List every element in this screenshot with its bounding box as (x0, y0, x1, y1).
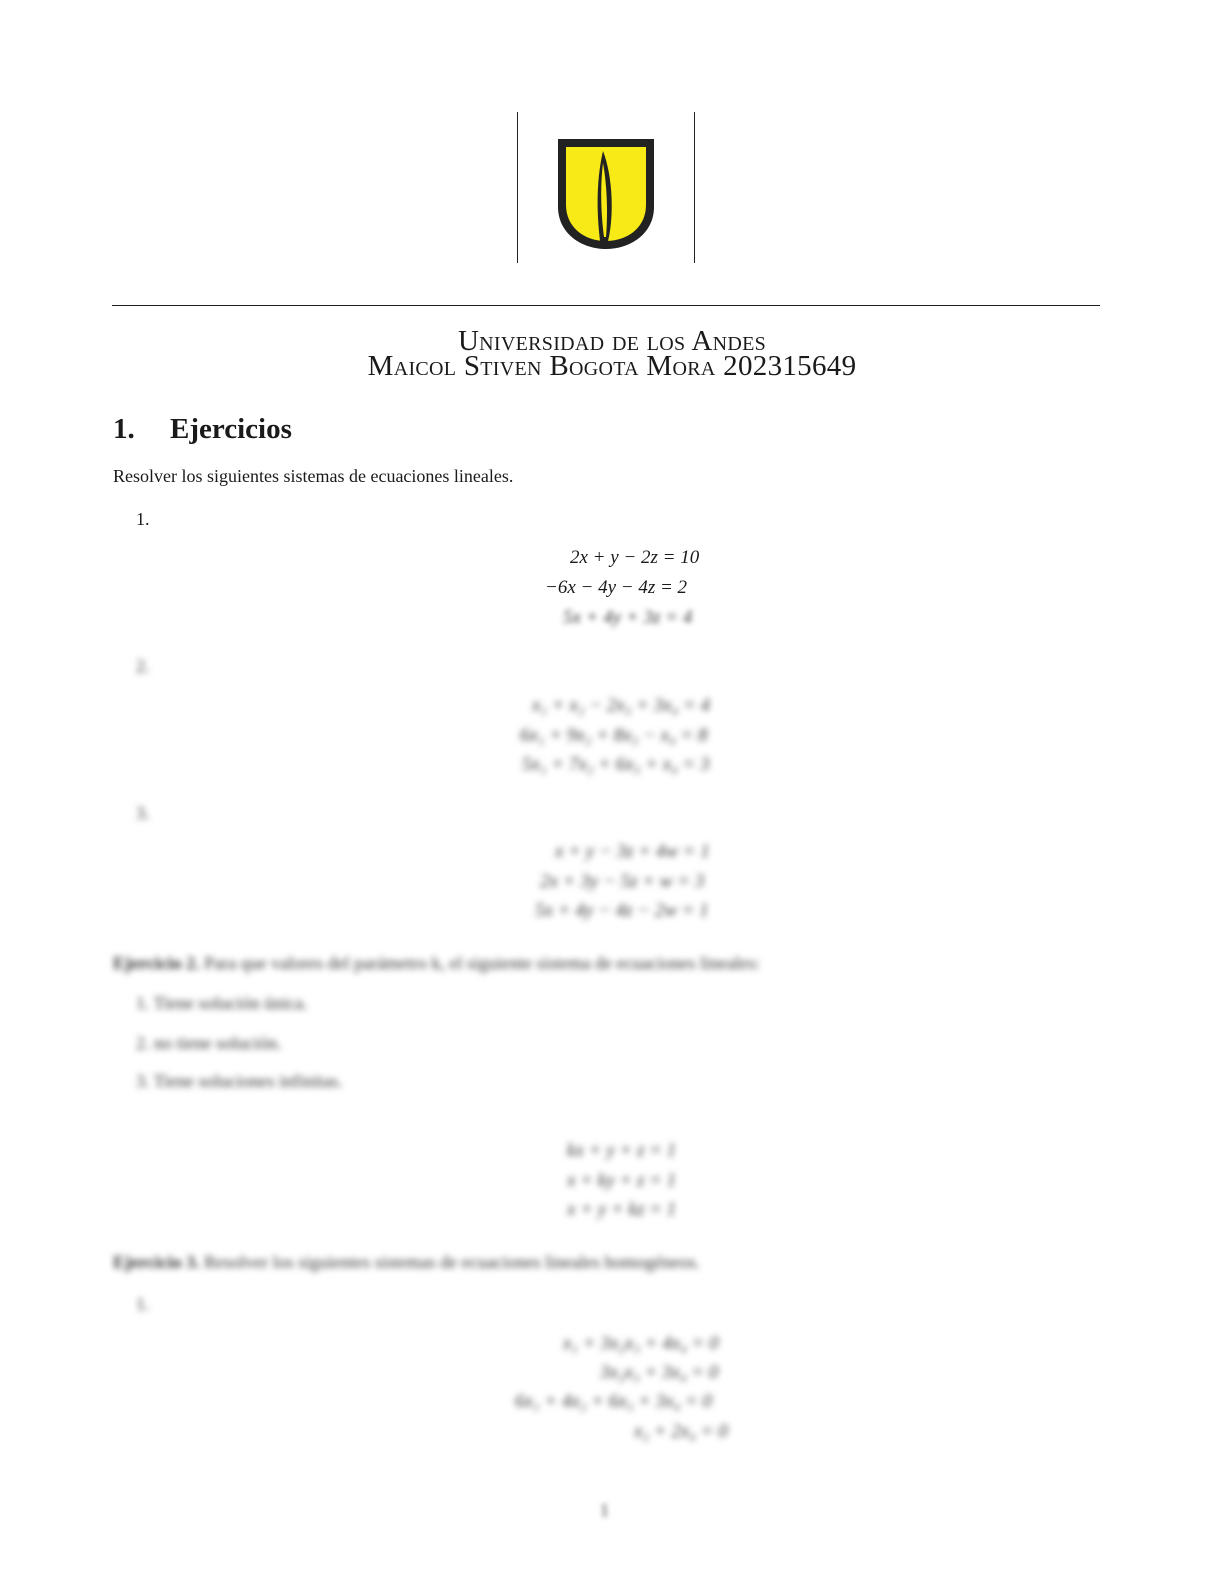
problem3-eq3: 5x + 4y − 4z − 2w = 1 (535, 900, 709, 921)
exercise2-item1: 1. Tiene solución única. (136, 993, 308, 1013)
exercise3-statement (113, 1252, 700, 1273)
section-title: Ejercicios (170, 413, 292, 445)
exercise2-eq1: kx + y + z = 1 (567, 1140, 677, 1161)
problem3-eq1: x + y − 3z + 4w = 1 (555, 841, 710, 862)
exercise3-text: Resolver los siguientes sistemas de ecuaciones lineales homogéneos. (204, 1252, 701, 1272)
exercise2-statement (113, 953, 760, 974)
problem3-eq2: 2x + 3y − 5z + w = 3 (540, 871, 705, 892)
page-number: 1 (600, 1500, 609, 1520)
header-rule (112, 305, 1100, 306)
exercise2-text: Para que valores del parámetro k, el siguiente sistema de ecuaciones lineales: (204, 953, 760, 973)
problem2-eq2: 6x₁ + 9x₂ + 8x₃ − x₄ = 8 (520, 725, 708, 746)
problem2-eq3: 5x₁ + 7x₂ + 6x₃ + x₄ = 3 (522, 754, 710, 775)
problem3-label: 3. (136, 803, 150, 823)
problem2-eq1: x₁ + x₂ − 2x₃ + 3x₄ = 4 (532, 695, 710, 716)
problem1-eq3: 5x + 4y + 3z = 4 (563, 607, 693, 628)
exercise2-item2: 2. no tiene solución. (136, 1033, 282, 1053)
problem1-label: 1. (136, 509, 150, 529)
exercise2-item3: 3. Tiene soluciones infinitas. (136, 1071, 343, 1091)
exercise3-eq4: x₂ + 2x₄ = 0 (634, 1421, 728, 1442)
author-line: Maicol Stiven Bogota Mora 202315649 (367, 350, 857, 382)
section-number: 1. (113, 413, 135, 445)
university-shield-icon (556, 137, 656, 251)
exercise3-eq1: x₁ + 3x₂x₃ + 4x₄ = 0 (563, 1333, 719, 1354)
exercise3-heading: Ejercicio 3. (113, 1252, 200, 1272)
exercise2-heading: Ejercicio 2. (113, 953, 200, 973)
exercise3-eq3: 6x₁ + 4x₂ + 6x₃ + 3x₄ = 0 (515, 1391, 712, 1412)
problem1-eq2: −6x − 4y − 4z = 2 (545, 577, 688, 598)
exercise2-eq2: x + ky + z = 1 (567, 1170, 677, 1191)
exercise2-eq3: x + y + kz = 1 (567, 1199, 677, 1220)
logo-right-divider (694, 112, 695, 263)
intro-paragraph: Resolver los siguientes sistemas de ecuaciones lineales. (113, 466, 514, 486)
exercise3-eq2: 3x₂x₃ + 3x₄ = 0 (600, 1362, 719, 1383)
university-title: Universidad de los Andes (457, 325, 767, 357)
problem1-eq1: 2x + y − 2z = 10 (570, 547, 700, 568)
logo-left-divider (517, 112, 518, 263)
section-heading (113, 413, 292, 446)
problem2-label: 2. (136, 656, 150, 676)
exercise3-label: 1. (136, 1294, 150, 1314)
